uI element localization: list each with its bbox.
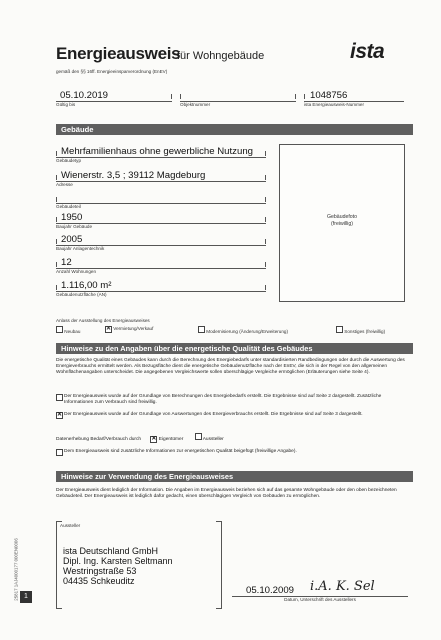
aussteller-option-label: Aussteller: [202, 437, 224, 442]
issuer-label: Aussteller: [60, 523, 81, 528]
option-attached-info: Dem Energieausweis sind zusätzliche Informationen zur energetischen Qualität beigefügt (freiwillige Angabe).: [56, 449, 406, 455]
checkbox-aussteller[interactable]: [195, 433, 202, 440]
checkbox-sonstiges[interactable]: [336, 326, 343, 333]
area-field: [56, 280, 266, 297]
object-number-field: [180, 90, 296, 107]
reason-neubau[interactable]: Neubau: [56, 326, 80, 334]
address-label: Adresse: [56, 182, 73, 187]
issuer-line-2: Dipl. Ing. Karsten Seltmann: [63, 556, 173, 566]
ausweis-number-field: [304, 90, 404, 107]
data-collection-row: [56, 433, 406, 443]
option-verbrauch: ✕ Der Energieausweis wurde auf der Grundlage von Auswertungen des Energieverbrauchs erstellt. Die Ergebnisse sind auf Seite 3 dargestellt.: [57, 412, 363, 418]
photo-label: Gebäudefoto: [327, 214, 357, 220]
units-label: Anzahl Wohnungen: [56, 269, 97, 274]
area-label: Gebäudenutzfläche (AN): [56, 292, 107, 297]
checkbox-modernisierung[interactable]: [198, 326, 205, 333]
units-field: [56, 257, 266, 274]
checkbox-eigentuemer-checked[interactable]: ✕: [151, 436, 157, 442]
ausweis-number-label: ista Energieausweis-Nummer: [304, 102, 364, 107]
year-built-field: [56, 212, 266, 229]
plant-year-field: [56, 234, 266, 251]
plant-year-label: Baujahr Anlagentechnik: [56, 246, 105, 251]
checkbox-neubau[interactable]: [56, 326, 63, 333]
signature-field: [232, 579, 408, 602]
page-number: 1: [20, 591, 32, 603]
document-subtitle: für Wohngebäude: [177, 50, 265, 62]
valid-until-field: [56, 90, 172, 107]
building-photo-box: [279, 144, 405, 302]
checkbox-vermietung-checked[interactable]: ✕: [106, 326, 112, 332]
option-bedarf: Der Energieausweis wurde auf der Grundlage von Berechnungen des Energiebedarfs erstellt. Die Ergebnisse sind auf Seite 2 dargestellt. Zusätzliche Informationen zum Verbrauch sind freiwillig.: [56, 394, 406, 406]
address-field: [56, 170, 266, 187]
reason-modernisierung[interactable]: Modernisierung (Änderung/Erweiterung): [198, 326, 288, 334]
ausweis-number-value: 1048756: [310, 90, 348, 101]
building-type-field: [56, 146, 266, 163]
hinweise-angaben-text: Die energetische Qualität eines Gebäudes kann durch die Berechnung des Energiebedarfs unter standardisierten Randbedingungen oder durch die Auswertung des Energieverbrauchs ermittelt werden. Als Bezugsfläche dient die energetische Gebäudenutzfläche nach der EnEV, die sich in der Regel von den allgemeinen Wohnflächenangaben unterscheidet. Die angegebenen Vergleichswerte sollen überschlägige Vergleiche ermöglichen (Erläuterungen siehe Seite 4).: [56, 358, 405, 376]
section-hinweise-angaben-header: Hinweise zu den Angaben über die energetische Qualität des Gebäudes: [56, 343, 413, 354]
issuer-box: [56, 521, 222, 609]
issuer-line-1: ista Deutschland GmbH: [63, 546, 159, 556]
building-part-label: Gebäudeteil: [56, 204, 81, 209]
building-part-field: [56, 192, 266, 209]
issuer-line-3: Westringstraße 53: [63, 566, 137, 576]
eigentuemer-label: Eigentümer: [158, 437, 184, 442]
area-value: 1.116,00 m²: [61, 280, 112, 291]
checkbox-verbrauch-checked[interactable]: ✕: [57, 412, 63, 418]
checkbox-bedarf[interactable]: [56, 394, 63, 401]
document-title: Energieausweis: [56, 44, 181, 63]
reason-vermietung[interactable]: ✕ Vermietung/Verkauf: [106, 326, 154, 332]
valid-until-label: Gültig bis: [56, 102, 76, 107]
address-value: Wienerstr. 3,5 ; 39112 Magdeburg: [61, 170, 206, 181]
issuer-line-4: 04435 Schkeuditz: [63, 576, 135, 586]
issue-reason-label: Anlass der Ausstellung des Energieausweises: [56, 318, 150, 323]
building-type-label: Gebäudetyp: [56, 158, 82, 163]
law-reference: gemäß den §§ 16ff. Energieeinsparverordnung (EnEV): [56, 69, 168, 74]
side-barcode-text: 25817 1AJ4000177 000EN0006: [13, 538, 19, 601]
section-gebaeude-header: Gebäude: [56, 124, 413, 135]
ista-logo: ista: [350, 40, 385, 63]
signature-label: Datum, Unterschrift des Ausstellers: [284, 597, 356, 602]
reason-sonstiges[interactable]: Sonstiges (freiwillig): [336, 326, 385, 334]
year-built-label: Baujahr Gebäude: [56, 224, 93, 229]
hinweise-verwendung-text: Der Energieausweis dient lediglich der Information. Die Angaben im Energieausweis beziehen sich auf das gesamte Wohngebäude oder den oben bezeichneten Gebäudeteil. Der Energieausweis ist lediglich dafür gedacht, einen überschlägigen Vergleich von Gebäuden zu ermöglichen.: [56, 488, 397, 500]
signature-handwriting: i.A. K. Sel: [310, 579, 375, 594]
photo-optional-label: (freiwillig): [331, 221, 353, 227]
data-collection-label: Datenerhebung Bedarf/Verbrauch durch: [56, 437, 142, 442]
building-type-value: Mehrfamilienhaus ohne gewerbliche Nutzung: [61, 146, 253, 157]
object-number-label: Objektnummer: [180, 102, 211, 107]
units-value: 12: [61, 257, 72, 268]
section-hinweise-verwendung-header: Hinweise zur Verwendung des Energieausweises: [56, 471, 413, 482]
signature-date: 05.10.2009: [246, 585, 295, 596]
plant-year-value: 2005: [61, 234, 83, 245]
checkbox-attached[interactable]: [56, 449, 63, 456]
year-built-value: 1950: [61, 212, 83, 223]
valid-until-value: 05.10.2019: [60, 90, 109, 101]
